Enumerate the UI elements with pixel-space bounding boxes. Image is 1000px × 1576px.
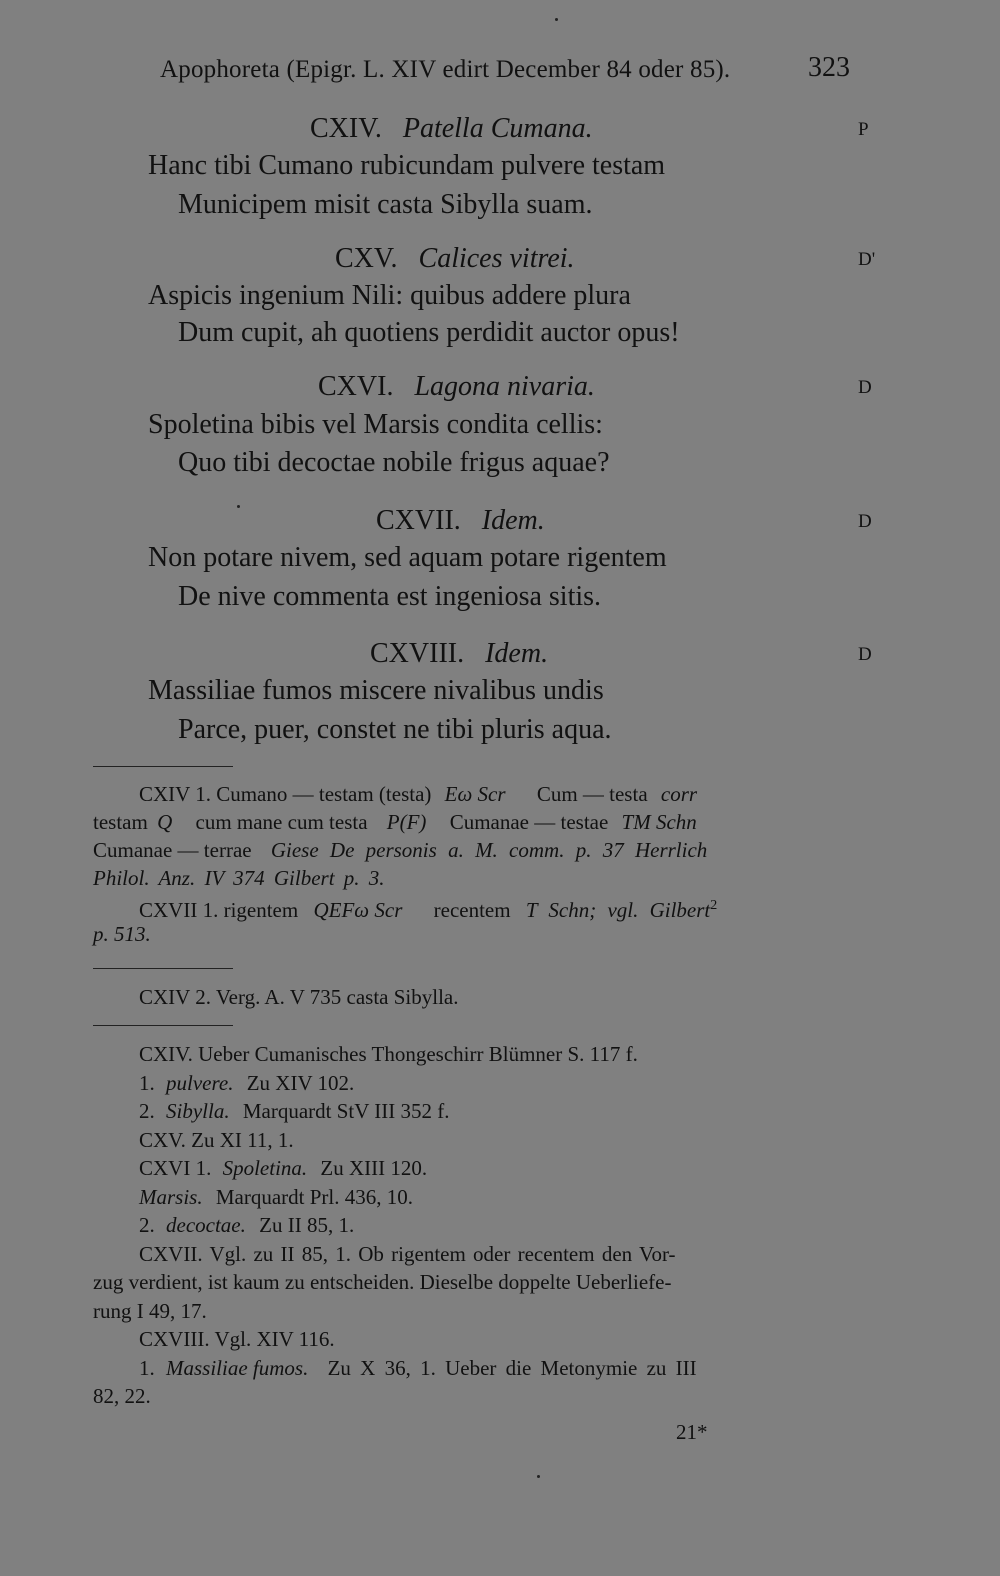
commentary-line: CXIV. Ueber Cumanisches Thongeschirr Blümner S. 117 f.: [139, 1042, 638, 1066]
commentary-line: Marsis. Marquardt Prl. 436, 10.: [139, 1184, 414, 1209]
commentary-line: 2. Sibylla. Marquardt StV III 352 f.: [139, 1099, 450, 1123]
epigram-title: Patella Cumana.: [402, 113, 593, 144]
verse-hexameter: Aspicis ingenium Nili: quibus addere plura: [148, 280, 631, 311]
epigram-number: CXVII.: [376, 505, 461, 536]
commentary-line: 1. Massiliae fumos. Zu X 36, 1. Ueber die Metonymie zu III: [139, 1355, 697, 1380]
commentary-line: 1. pulvere. Zu XIV 102.: [139, 1070, 355, 1095]
epigram-title: Idem.: [481, 505, 545, 536]
commentary-line: CXVI 1. Spoletina. Zu XIII 120.: [139, 1156, 428, 1180]
footnote-divider: [93, 1025, 233, 1026]
commentary-line: CXVIII. Vgl. XIV 116.: [139, 1327, 335, 1351]
footnote-divider: [93, 766, 233, 767]
testimonia: [93, 983, 863, 1011]
apparatus-line: CXIV 1. Cumano — testam (testa) Eω Scr Cum — testa corr: [139, 782, 698, 806]
apparatus-line: Philol. Anz. IV 374 Gilbert p. 3.: [93, 866, 385, 890]
footnote-divider: [93, 968, 233, 969]
commentary: [93, 1040, 863, 1411]
manuscript-siglum: D: [858, 377, 872, 398]
apparatus-line: p. 513.: [93, 922, 151, 946]
manuscript-siglum: D: [858, 511, 872, 532]
verse-pentameter: Parce, puer, constet ne tibi pluris aqua.: [178, 714, 612, 745]
epigram-title: Idem.: [485, 638, 549, 669]
verse-hexameter: Massiliae fumos miscere nivalibus undis: [148, 675, 604, 706]
signature-mark: 21*: [676, 1420, 708, 1444]
epigram-number: CXVIII.: [370, 638, 465, 669]
verse-hexameter: Non potare nivem, sed aquam potare rigentem: [148, 542, 667, 573]
commentary-line: rung I 49, 17.: [93, 1298, 207, 1323]
commentary-line: CXV. Zu XI 11, 1.: [139, 1127, 294, 1152]
speck: [237, 505, 240, 508]
verse-pentameter: De nive commenta est ingeniosa sitis.: [178, 581, 602, 612]
epigram-title: Calices vitrei.: [418, 243, 575, 274]
testimonia-line: CXIV 2. Verg. A. V 735 casta Sibylla.: [139, 985, 459, 1009]
verse-pentameter: Municipem misit casta Sibylla suam.: [178, 189, 593, 220]
apparatus-line: CXVII 1. rigentem QEFω Scr recentem T Schn; vgl. Gilbert$^2$: [139, 898, 718, 922]
page-number: 323: [808, 52, 850, 83]
speck: [555, 18, 558, 21]
running-title: Apophoreta (Epigr. L. XIV edirt December 84 oder 85).: [160, 56, 731, 83]
manuscript-siglum: P: [858, 119, 869, 140]
commentary-line: 82, 22.: [93, 1384, 151, 1408]
commentary-line: zug verdient, ist kaum zu entscheiden. Dieselbe doppelte Ueberliefe-: [93, 1270, 672, 1294]
epigram-number: CXV.: [335, 243, 398, 274]
critical-apparatus: [93, 780, 863, 948]
epigram-title: Lagona nivaria.: [414, 371, 595, 402]
commentary-line: 2. decoctae. Zu II 85, 1.: [139, 1213, 355, 1237]
verse-pentameter: Quo tibi decoctae nobile frigus aquae?: [178, 447, 610, 478]
apparatus-line: Cumanae — terrae Giese De personis a. M. comm. p. 37 Herrlich: [93, 838, 708, 862]
verse-hexameter: Hanc tibi Cumano rubicundam pulvere testam: [148, 150, 666, 181]
verse-hexameter: Spoletina bibis vel Marsis condita cellis:: [148, 409, 603, 440]
apparatus-line: testam Q cum mane cum testa P(F) Cumanae — testae TM Schn: [93, 810, 697, 834]
speck: [537, 1475, 540, 1478]
commentary-line: CXVII. Vgl. zu II 85, 1. Ob rigentem oder recentem den Vor-: [139, 1241, 676, 1266]
manuscript-siglum: D: [858, 644, 872, 665]
manuscript-siglum: D': [858, 249, 876, 270]
epigram-number: CXIV.: [310, 113, 382, 144]
verse-pentameter: Dum cupit, ah quotiens perdidit auctor opus!: [178, 317, 680, 348]
epigram-number: CXVI.: [318, 371, 394, 402]
